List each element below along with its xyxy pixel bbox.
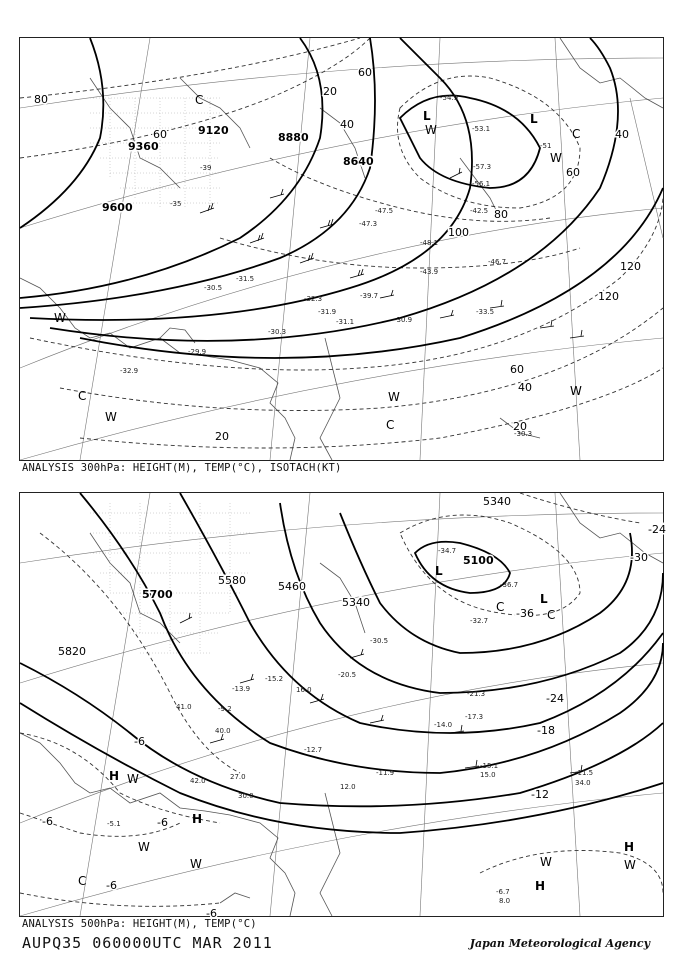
temp-value: -42.5	[470, 207, 489, 215]
temp-value: -31.9	[318, 308, 337, 316]
temp-value: -54.9	[440, 94, 459, 102]
isotherm-label: -6	[157, 816, 168, 829]
temp-value: -21.3	[467, 690, 486, 698]
temp-value: -46.7	[488, 258, 507, 266]
warm-marker: W	[624, 858, 636, 872]
temperature-values-300	[120, 94, 551, 438]
temp-value: 16.0	[296, 686, 312, 694]
temp-value: 15.0	[480, 771, 496, 779]
temp-value: -39.7	[360, 292, 379, 300]
temp-value: -33.5	[476, 308, 495, 316]
temp-value: -35	[170, 200, 182, 208]
isotach-label: 80	[494, 208, 508, 221]
cold-marker: C	[195, 93, 204, 107]
temp-value: -30.9	[394, 316, 413, 324]
temp-value: -57.3	[473, 163, 492, 171]
agency-name: Japan Meteorological Agency	[469, 937, 650, 950]
low-marker: L	[435, 564, 443, 578]
warm-marker: W	[138, 840, 150, 854]
isotach-label: 20	[513, 420, 527, 433]
isotherm-label: -6	[134, 735, 145, 748]
chart-300hpa	[19, 37, 664, 461]
temp-value: -43.9	[420, 268, 439, 276]
temp-value: -48.1	[420, 239, 439, 247]
warm-marker: W	[425, 123, 437, 137]
temp-value: 40.0	[215, 727, 231, 735]
temp-value: -17.3	[465, 713, 484, 721]
isotach-label: 100	[448, 226, 469, 239]
temp-value: 12.0	[340, 783, 356, 791]
warm-marker: W	[105, 410, 117, 424]
temp-value: 8.0	[499, 897, 511, 905]
temp-value: -34.7	[438, 547, 457, 555]
height-label: 5580	[218, 574, 246, 587]
isotach-label: 120	[620, 260, 641, 273]
high-marker: H	[192, 812, 203, 826]
height-label: 8880	[278, 131, 309, 144]
low-marker: L	[423, 109, 431, 123]
temp-value: 30.0	[238, 792, 254, 800]
coastlines-300	[20, 38, 663, 460]
height-label: 5820	[58, 645, 86, 658]
height-label: 8640	[343, 155, 374, 168]
isotach-label: 40	[615, 128, 629, 141]
temp-value: -51	[540, 142, 552, 150]
temp-value: 42.0	[190, 777, 206, 785]
temp-value: -5.1	[107, 820, 121, 828]
cold-marker: C	[386, 418, 395, 432]
temp-value: -30.5	[370, 637, 389, 645]
temp-value: 41.0	[176, 703, 192, 711]
isotach-contours-300	[20, 38, 663, 448]
isotach-label: 20	[215, 430, 229, 443]
temp-value: -15.1	[480, 762, 499, 770]
caption-300hpa: ANALYSIS 300hPa: HEIGHT(M), TEMP(°C), ISOTACH(KT)	[22, 462, 342, 474]
warm-marker: W	[540, 855, 552, 869]
isotherm-label: -30	[630, 551, 648, 564]
temp-value: -11.5	[575, 769, 594, 777]
temp-value: -12.7	[304, 746, 323, 754]
temp-value: -47.5	[375, 207, 394, 215]
warm-marker: W	[550, 151, 562, 165]
height-label: 9600	[102, 201, 133, 214]
isotherm-labels-500	[42, 523, 666, 920]
caption-500hpa: ANALYSIS 500hPa: HEIGHT(M), TEMP(°C)	[22, 918, 257, 930]
isotherm-label: -12	[531, 788, 549, 801]
temp-value: -36.7	[500, 581, 519, 589]
isotherm-contours-500	[20, 493, 663, 906]
temp-value: -15.2	[265, 675, 284, 683]
height-label: 9360	[128, 140, 159, 153]
height-label: 5100	[463, 554, 494, 567]
isotherm-label: -36	[516, 607, 534, 620]
coastlines-500	[20, 493, 663, 916]
chart-code-timestamp: AUPQ35 060000UTC MAR 2011	[22, 934, 273, 952]
warm-marker: W	[54, 311, 66, 325]
isotherm-label: -6	[206, 907, 217, 920]
graticule-300	[20, 38, 663, 460]
temp-value: -30.3	[514, 430, 533, 438]
height-labels-300	[102, 124, 374, 214]
isotherm-label: -18	[537, 724, 555, 737]
low-marker: L	[530, 112, 538, 126]
cold-marker: W	[570, 384, 582, 398]
temp-value: -39	[200, 164, 212, 172]
temp-value: -53.1	[472, 125, 491, 133]
height-label: 9120	[198, 124, 229, 137]
isotach-label: 120	[598, 290, 619, 303]
temp-value: -30.5	[204, 284, 223, 292]
height-label: 5340	[342, 596, 370, 609]
temp-value: -14.0	[434, 721, 453, 729]
cold-marker: C	[547, 608, 556, 622]
height-label: 5340	[483, 495, 511, 508]
isotherm-label: -24	[648, 523, 666, 536]
temp-value: -32.7	[470, 617, 489, 625]
isotach-label: 60	[153, 128, 167, 141]
terrain-hatch-300	[90, 98, 220, 208]
temp-value: -13.9	[232, 685, 251, 693]
temp-value: -56.1	[472, 180, 491, 188]
isotherm-label: -6	[106, 879, 117, 892]
isotach-label: 60	[510, 363, 524, 376]
isotach-label: 60	[566, 166, 580, 179]
temp-value: -31.1	[336, 318, 355, 326]
temp-value: -32.9	[120, 367, 139, 375]
isotherm-label: -6	[42, 815, 53, 828]
warm-marker: W	[190, 857, 202, 871]
temp-value: -31.5	[236, 275, 255, 283]
temp-value: -6.7	[496, 888, 510, 896]
graticule-500	[20, 493, 663, 916]
temp-value: -30.3	[268, 328, 287, 336]
map-300hpa	[20, 38, 663, 460]
high-marker: H	[624, 840, 635, 854]
temp-value: -9.2	[218, 705, 232, 713]
cold-marker: C	[572, 127, 581, 141]
isotach-label: 60	[358, 66, 372, 79]
cold-marker: C	[78, 389, 87, 403]
height-label: 5700	[142, 588, 173, 601]
temp-value: -20.5	[338, 671, 357, 679]
height-labels-500	[58, 495, 511, 658]
temp-value: 27.0	[230, 773, 246, 781]
temp-value: -47.3	[359, 220, 378, 228]
temp-value: -11.9	[376, 769, 395, 777]
map-500hpa	[20, 493, 666, 920]
high-marker: H	[109, 769, 120, 783]
height-contours-300	[20, 38, 663, 358]
temp-value: 34.0	[575, 779, 591, 787]
chart-500hpa	[19, 492, 666, 920]
cold-marker: C	[496, 600, 505, 614]
low-marker: L	[540, 592, 548, 606]
isotach-label: 40	[518, 381, 532, 394]
temp-value: -32.3	[304, 295, 323, 303]
isotherm-label: -24	[546, 692, 564, 705]
temp-value: -29.9	[188, 348, 207, 356]
isotach-label: 80	[34, 93, 48, 106]
height-label: 5460	[278, 580, 306, 593]
warm-marker: W	[127, 772, 139, 786]
isotach-label: 40	[340, 118, 354, 131]
cold-marker: C	[78, 874, 87, 888]
isotach-label: 20	[323, 85, 337, 98]
warm-marker: W	[388, 390, 400, 404]
high-marker: H	[535, 879, 546, 893]
